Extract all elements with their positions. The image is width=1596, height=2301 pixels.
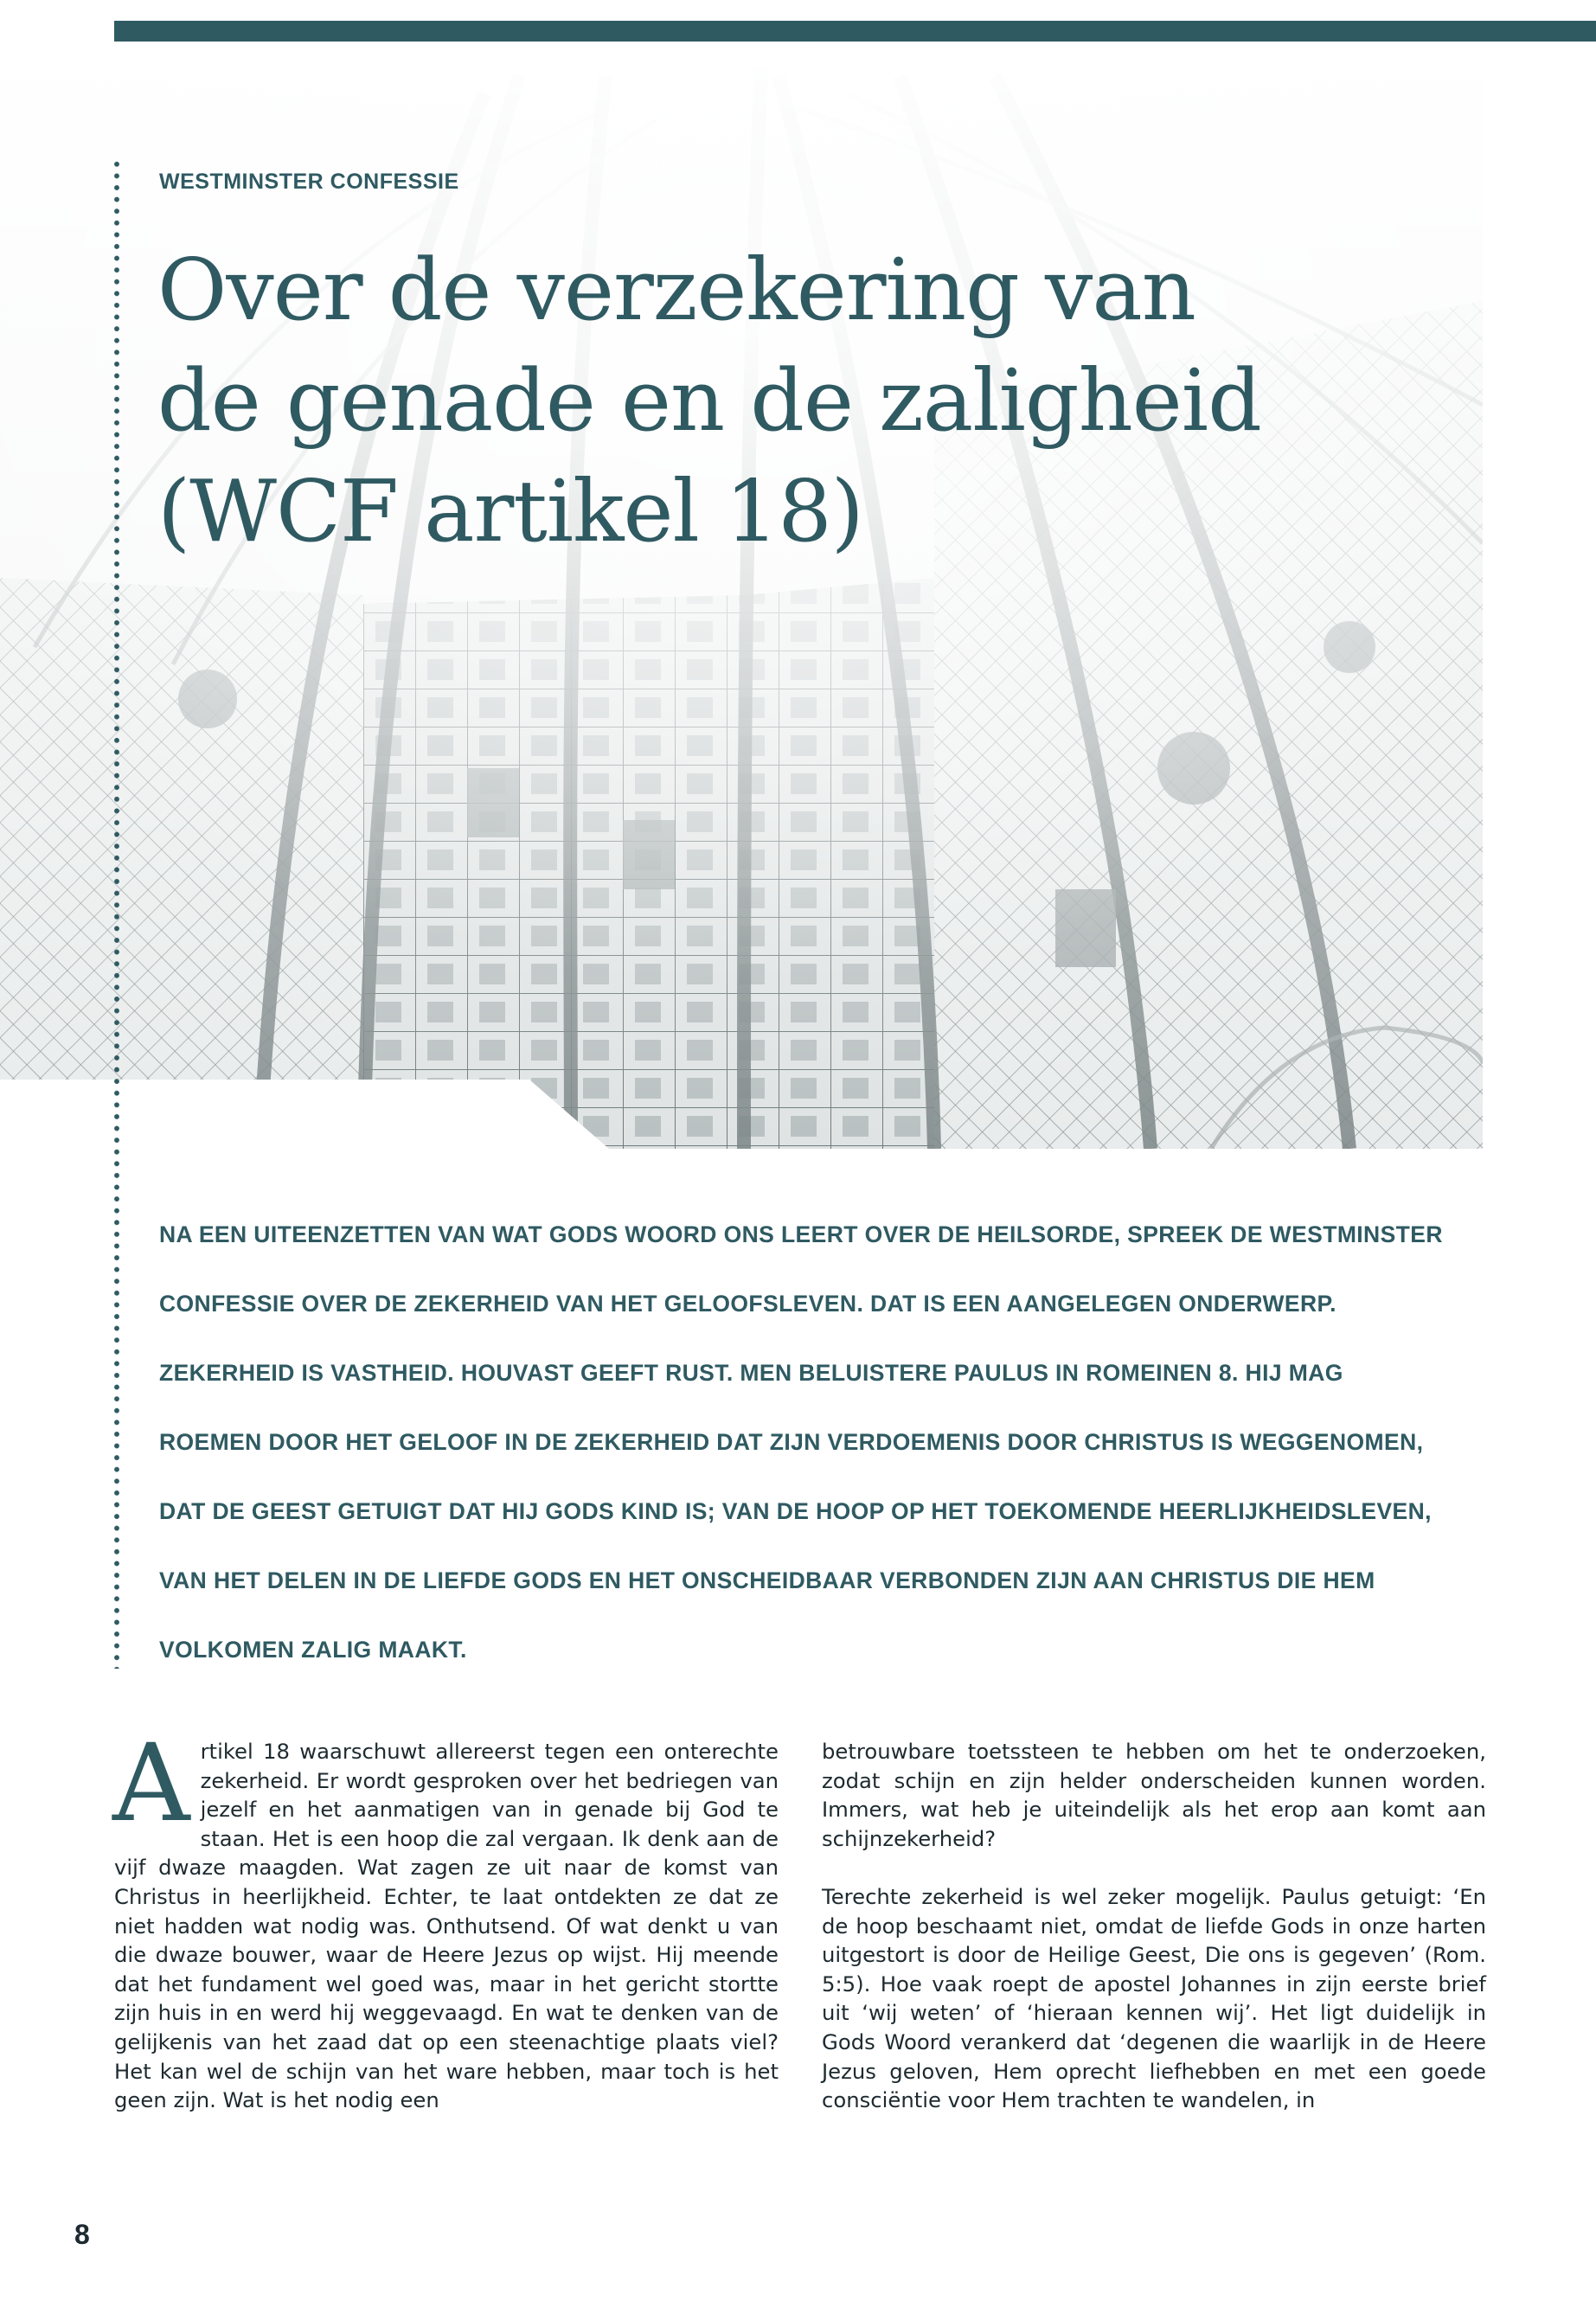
drop-cap: A xyxy=(112,1721,190,1846)
body-paragraph xyxy=(112,1721,779,2115)
body-column-left xyxy=(112,1721,779,2115)
page-number: 8 xyxy=(74,2219,90,2250)
headline-line: de genade en de zaligheid xyxy=(157,352,1261,451)
intro-line: VAN HET DELEN IN DE LIEFDE GODS EN HET ONSCHEIDBAAR VERBONDEN ZIJN AAN CHRISTUS DIE HEM xyxy=(159,1567,1375,1593)
intro-line: ROEMEN DOOR HET GELOOF IN DE ZEKERHEID DAT ZIJN VERDOEMENIS DOOR CHRISTUS IS WEGGENOMEN, xyxy=(159,1429,1424,1455)
headline xyxy=(157,235,1368,567)
cathedral-photo xyxy=(0,42,1483,1149)
body-text: rtikel 18 waarschuwt allereerst tegen een onterechte zekerheid. Er wordt gesproken over het bedriegen van jezelf en het aanmatigen van in genade bij God te staan. Het is een hoop die zal vergaan. Ik denk aan de vijf dwaze maagden. Wat zagen ze uit naar de komst van Christus in heerlijkheid. Echter, te laat ontdekten ze dat ze niet hadden wat nodig was. Onthutsend. Of wat denkt u van die dwaze bouwer, waar de Heere Jezus op wijst. Hij meende dat het fundament wel goed was, maar in het gericht stortte zijn huis in en werd hij weggevaagd. En wat te denken van de gelijkenis van het zaad dat op een steenachtige plaats viel? Het kan wel de schijn van het ware hebben, maar toch is het geen zijn. Wat is het nodig een xyxy=(114,1739,779,2113)
intro-line: DAT DE GEEST GETUIGT DAT HIJ GODS KIND IS; VAN DE HOOP OP HET TOEKOMENDE HEERLIJKHEIDSLEVEN, xyxy=(159,1498,1432,1524)
dotted-rule xyxy=(114,158,119,1669)
intro-line: CONFESSIE OVER DE ZEKERHEID VAN HET GELOOFSLEVEN. DAT IS EEN AANGELEGEN ONDERWERP. xyxy=(159,1291,1336,1317)
intro-line: VOLKOMEN ZALIG MAAKT. xyxy=(159,1637,467,1663)
intro-line: NA EEN UITEENZETTEN VAN WAT GODS WOORD ONS LEERT OVER DE HEILSORDE, SPREEK DE WESTMINSTER xyxy=(159,1221,1443,1247)
body-column-right xyxy=(822,1737,1486,2115)
kicker: WESTMINSTER CONFESSIE xyxy=(159,170,459,194)
headline-line: (WCF artikel 18) xyxy=(157,463,863,561)
body-paragraph: Terechte zekerheid is wel zeker mogelijk. Paulus getuigt: ‘En de hoop beschaamt niet, omdat de liefde Gods in onze harten uitgestort is door de Heilige Geest, Die ons is gegeven’ (Rom. 5:5). Hoe vaak roept de apostel Johannes in zijn eerste brief uit ‘wij weten’ of ‘hieraan kennen wij’. Het ligt duidelijk in Gods Woord verankerd dat ‘degenen die waarlijk in de Heere Jezus geloven, Hem oprecht liefhebben en met een goede consciëntie voor Hem trachten te wandelen, in xyxy=(822,1883,1486,2113)
headline-line: Over de verzekering van xyxy=(157,241,1195,340)
intro-paragraph xyxy=(159,1221,1491,1706)
intro-line: ZEKERHEID IS VASTHEID. HOUVAST GEEFT RUST. MEN BELUISTERE PAULUS IN ROMEINEN 8. HIJ MAG xyxy=(159,1360,1343,1386)
body-paragraph: betrouwbare toetssteen te hebben om het te onderzoeken, zodat schijn en zijn helder onderscheiden kunnen worden. Immers, wat heb je uiteindelijk als het erop aan komt aan schijnzekerheid? xyxy=(822,1739,1486,1851)
